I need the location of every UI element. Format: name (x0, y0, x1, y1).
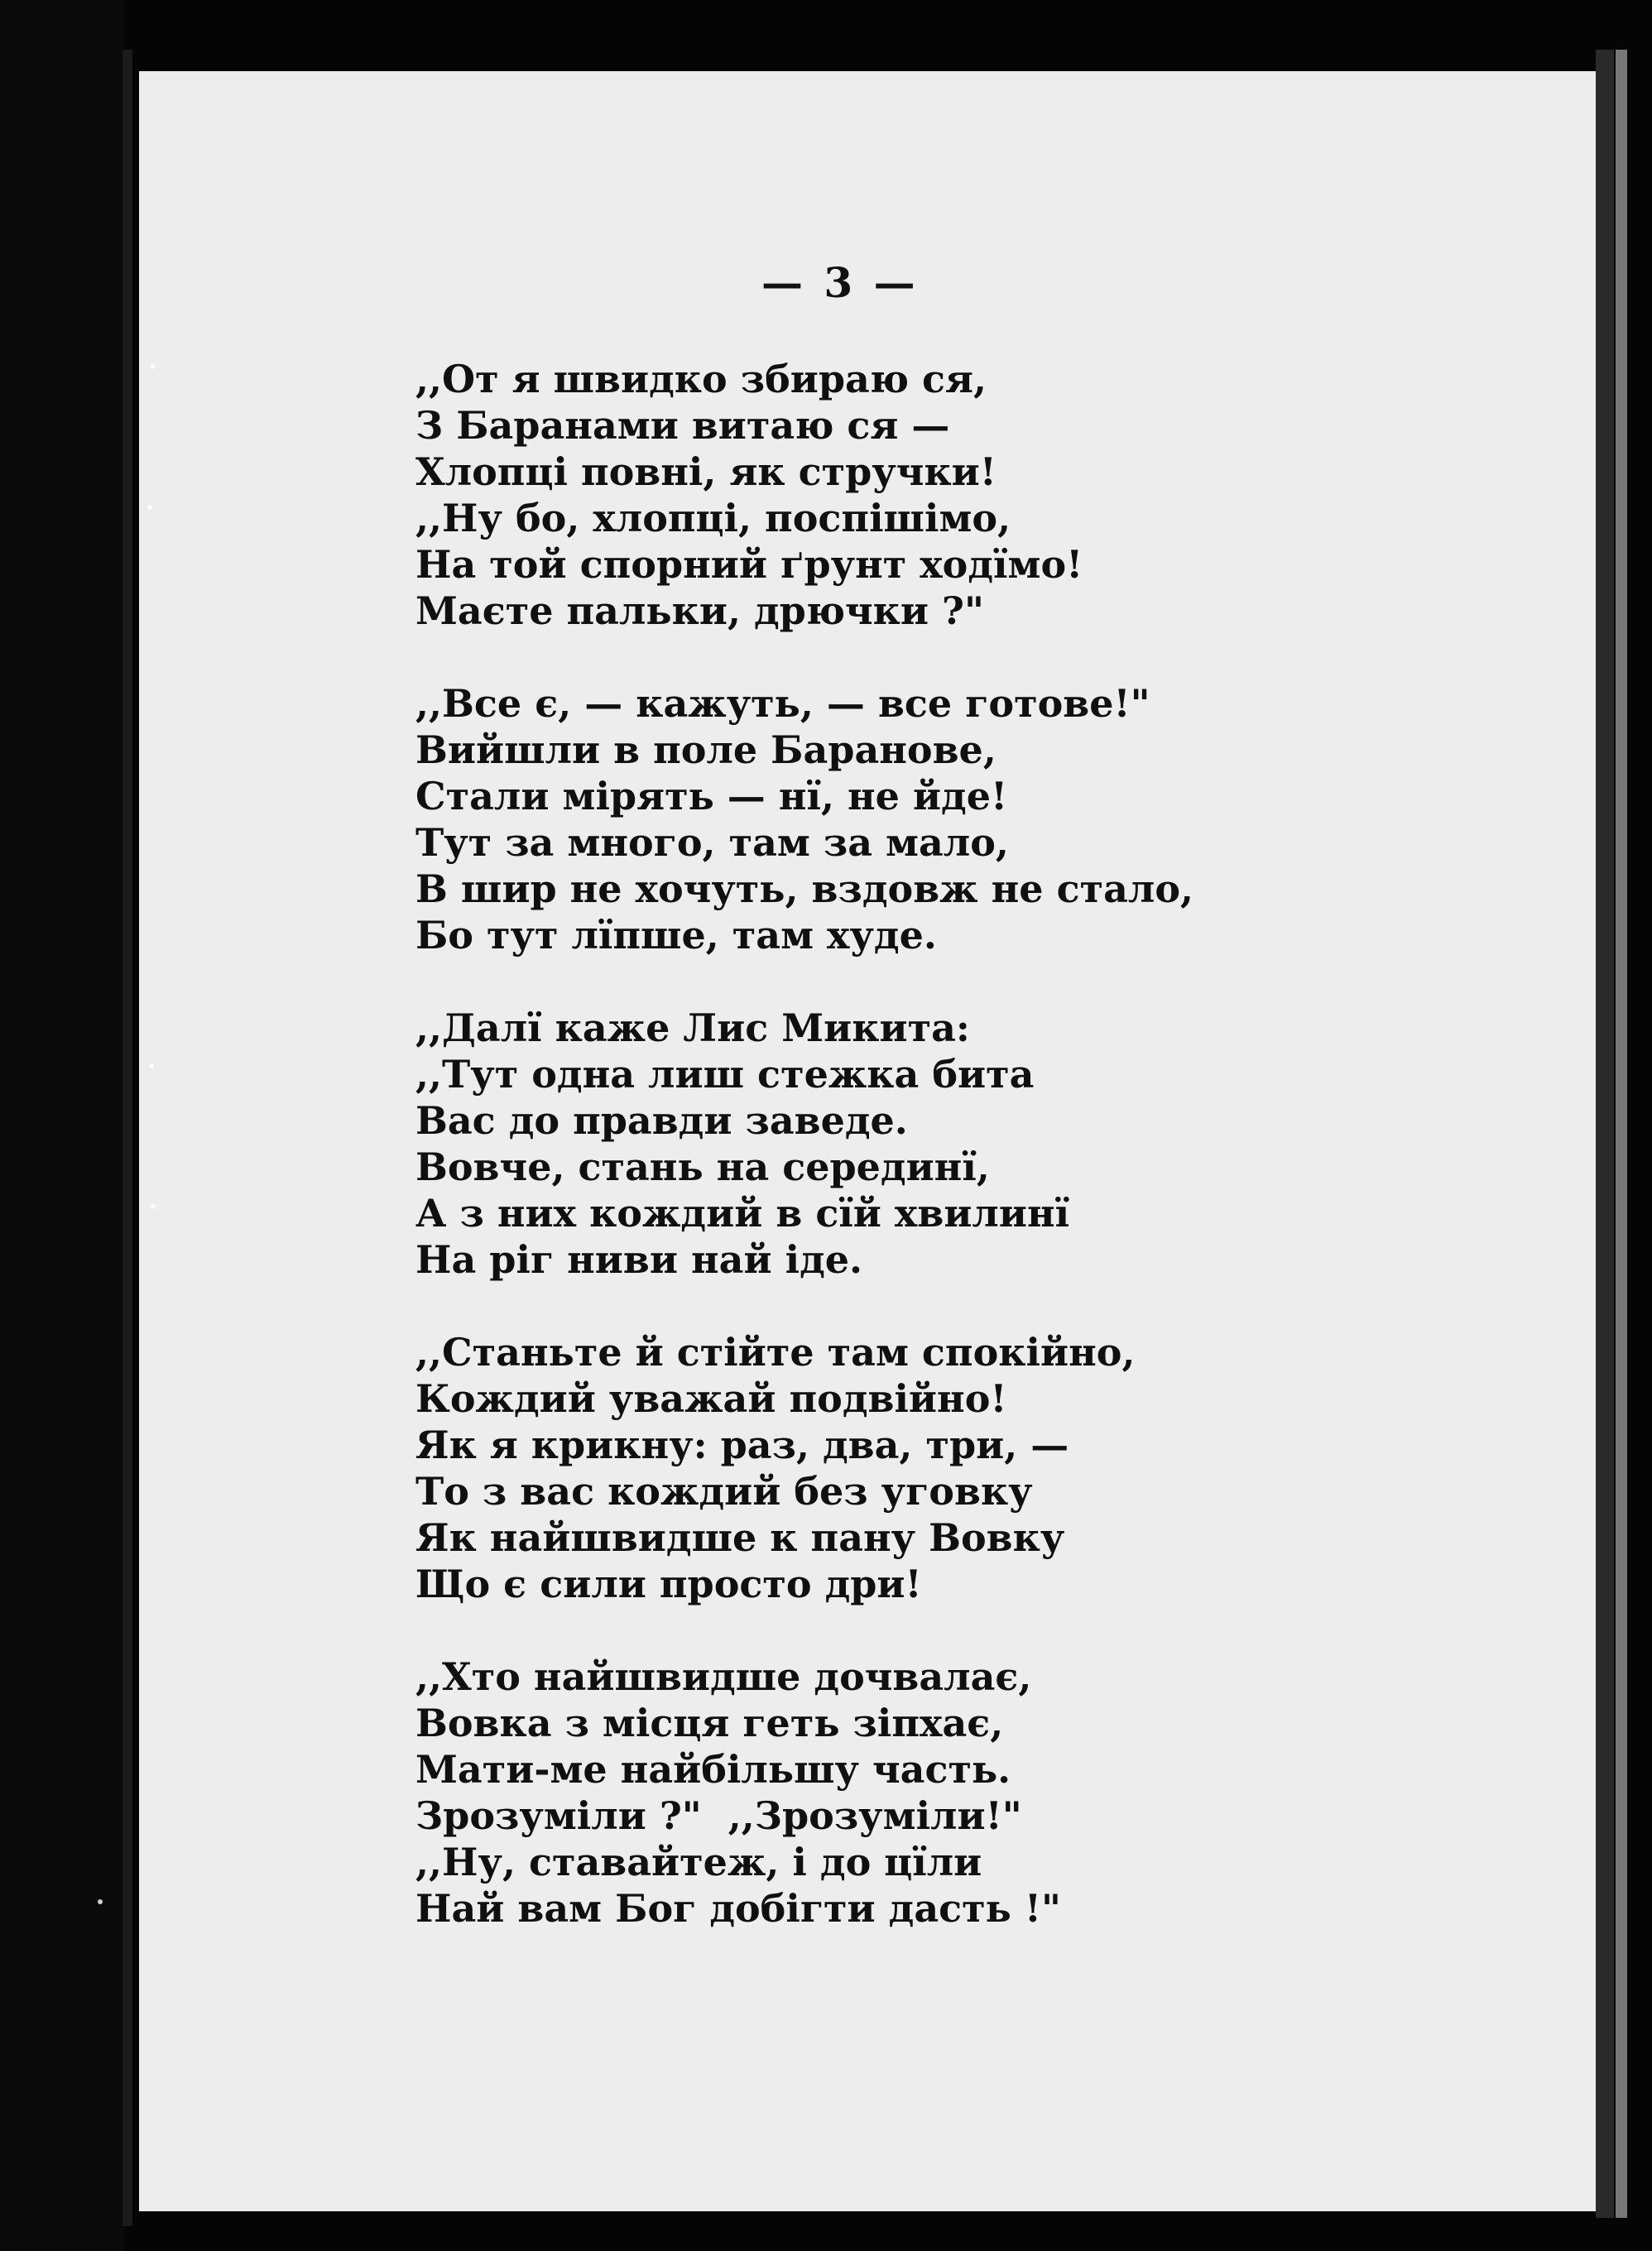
poem-line: З Баранами витаю ся — (415, 403, 950, 448)
stanza-2 (415, 680, 1491, 958)
poem-line: Зрозуміли ?" ,,Зрозуміли!" (415, 1793, 1022, 1838)
poem-line: Вовка з місця геть зіпхає, (415, 1701, 1004, 1745)
dust-speck (147, 505, 152, 510)
poem-line: Кождий уважай подвійно! (415, 1376, 1007, 1421)
poem-line: Най вам Бог добігти дасть !" (415, 1886, 1062, 1931)
scan-left-margin (0, 0, 124, 2251)
poem-line: ,,От я швидко збираю ся, (415, 357, 987, 401)
poem-line: Бо тут лїпше, там худе. (415, 913, 937, 958)
poem-line: Хлопці повні, як стручки! (415, 449, 996, 494)
poem-line: Що є сили просто дри! (415, 1562, 922, 1606)
poem-body (415, 356, 1491, 1978)
stanza-3 (415, 1005, 1491, 1283)
poem-line: Як найшвидше к пану Вовку (415, 1515, 1065, 1560)
poem-line: Тут за много, там за мало, (415, 820, 1009, 865)
poem-line: На той спорний ґрунт ходїмо! (415, 542, 1083, 587)
dust-speck (98, 1899, 103, 1904)
dust-speck (151, 1204, 156, 1209)
page-number: — 3 — (761, 258, 919, 307)
poem-line: ,,Далї каже Лис Микита: (415, 1006, 970, 1050)
stanza-1 (415, 356, 1491, 634)
poem-line: ,,Все є, — кажуть, — все готове!" (415, 681, 1150, 726)
poem-line: ,,Тут одна лиш стежка бита (415, 1052, 1035, 1097)
poem-line: Вовче, стань на серединї, (415, 1145, 990, 1189)
page-edge-shadow (1596, 50, 1614, 2218)
poem-line: ,,Станьте й стійте там спокійно, (415, 1330, 1136, 1375)
dust-speck (151, 364, 156, 369)
stanza-4 (415, 1329, 1491, 1607)
poem-line: Маєте пальки, дрючки ?" (415, 588, 984, 633)
poem-line: Стали мірять — нї, не йде! (415, 774, 1008, 818)
poem-line: ,,Ну бо, хлопці, поспішімо, (415, 496, 1011, 540)
poem-line: В шир не хочуть, вздовж не стало, (415, 866, 1194, 911)
dust-speck (149, 1063, 154, 1068)
poem-line: А з них кождий в сїй хвилинї (415, 1191, 1070, 1236)
poem-line: На ріг ниви най іде. (415, 1237, 863, 1282)
poem-line: Вийшли в поле Баранове, (415, 727, 996, 772)
poem-line: Як я крикну: раз, два, три, — (415, 1423, 1069, 1467)
poem-line: То з вас кождий без уговку (415, 1469, 1033, 1514)
poem-line: ,,Хто найшвидше дочвалає, (415, 1654, 1032, 1699)
book-spine (122, 50, 132, 2226)
poem-line: ,,Ну, ставайтеж, і до цїли (415, 1840, 982, 1884)
poem-line: Вас до правди заведе. (415, 1098, 908, 1143)
stanza-5 (415, 1653, 1491, 1932)
poem-line: Мати-ме найбільшу часть. (415, 1747, 1011, 1792)
page-edge-highlight (1616, 50, 1627, 2218)
